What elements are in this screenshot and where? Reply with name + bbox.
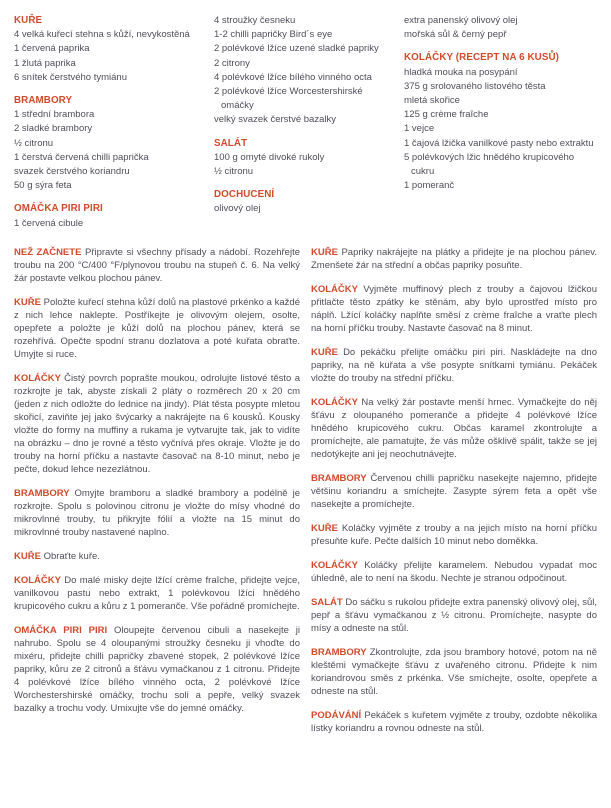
step-text: Vyjměte muffinový plech z trouby a čajovou lžičkou přitlačte těsto zpátky ke stěnám, aby bylo uprostřed místo pro náplň. Lžící koláčky naplňte směsí z crème fraîche a vraťte plech na horní příčku trouby. Nastavte časovač na 8 minut. [311, 283, 597, 334]
step-text: Omyjte bramboru a sladké brambory a podélně je rozkrojte. Spolu s polovinou citronu je vložte do mísy vhodné do mikrovlnné trouby, tu přikryjte fólií a vložte na 15 minut do mikrovlnné trouby nastavené naplno. [14, 487, 301, 538]
ingredient-group [404, 14, 597, 42]
instruction-step [311, 709, 597, 735]
instruction-step [311, 283, 597, 335]
ingredient-item: 100 g omyté divoké rukoly [214, 151, 325, 163]
ingredient-group [214, 14, 398, 128]
step-text: Do pekáčku přelijte omáčku piri piri. Naskládejte na dno papriky, na ně kuřata a vše posypte snítkami tymiánu. Pekáček vložte do trouby na střední příčku. [311, 346, 597, 384]
step-label: OMÁČKA PIRI PIRI [14, 624, 115, 636]
ingredient-group-heading: DOCHUCENÍ [214, 189, 275, 201]
step-text: Papriky nakrájejte na plátky a přidejte je na plochou pánev. Zmenšete žár na střední a občas papriky posuňte. [311, 246, 597, 271]
instructions-column-1 [14, 246, 300, 746]
instruction-step [14, 487, 300, 539]
step-label: SALÁT [311, 596, 346, 608]
instructions-section [14, 246, 597, 746]
ingredient-item: 1 vejce [404, 123, 435, 135]
instruction-step [311, 522, 597, 548]
ingredient-item: 1 čerstvá červená chilli paprička [14, 151, 149, 163]
ingredients-column-1 [14, 14, 214, 231]
step-text: Připravte si všechny přísady a nádobí. Rozehřejte troubu na 200 °C/400 °F/plynovou troubu na stupeň č. 6. Na velký žár postavte velkou plochou pánev. [14, 246, 301, 284]
step-label: BRAMBORY [14, 487, 75, 499]
step-label: KOLÁČKY [14, 574, 65, 586]
step-text: Pekáček s kuřetem vyjměte z trouby, ozdobte několika lístky koriandru a rovnou odneste na stůl. [311, 709, 597, 734]
ingredient-group [14, 14, 206, 85]
ingredient-group-heading: KOLÁČKY (RECEPT NA 6 KUSŮ) [404, 52, 560, 64]
ingredient-item: mletá skořice [404, 95, 460, 107]
instruction-step [311, 596, 597, 635]
step-label: KUŘE [311, 346, 344, 358]
ingredient-item: 1-2 chilli papričky Bird´s eye [214, 29, 333, 41]
ingredient-item: olivový olej [214, 203, 261, 215]
ingredient-item: 1 čajová lžička vanilkové pasty nebo extraktu [404, 137, 594, 149]
instruction-step [311, 646, 597, 698]
instruction-step [14, 574, 300, 613]
instruction-step [14, 296, 300, 361]
ingredient-group [14, 202, 206, 230]
step-text: Koláčky přelijte karamelem. Nebudou vypadat moc úhledně, ale to není na škodu. Nechte je stranou odpočinout. [311, 559, 597, 584]
ingredients-column-2 [214, 14, 404, 231]
ingredient-item: 5 polévkových lžic hnědého krupicového cukru [404, 151, 575, 178]
ingredient-item: 4 stroužky česneku [214, 15, 296, 26]
step-label: KUŘE [14, 296, 44, 308]
ingredient-group-heading: SALÁT [214, 137, 248, 149]
step-text: Položte kuřecí stehna kůží dolů na plastové prkénko a každé z nich lehce naklepte. Postříkejte je olivovým olejem, osolte, opepřete a položte je kůží dolů na plochou pánev, která se rozehřívá. Opečte spodní stranu dozlatova a poté kuřata obraťte. Umyjte si ruce. [14, 296, 300, 360]
ingredient-item: extra panenský olivový olej [404, 15, 518, 26]
step-text: Zkontrolujte, zda jsou brambory hotové, potom na ně kleštěmi vymačkejte šťávu z uvařeného citronu. Přidejte k nim koriandrovou směs z prkénka. Vše smíchejte, osolte, opepřete a odneste na stůl. [311, 646, 597, 697]
step-label: KUŘE [311, 522, 342, 534]
ingredient-item: velký svazek čerstvé bazalky [214, 114, 336, 126]
step-label: KUŘE [311, 246, 342, 258]
ingredient-item: 1 žlutá paprika [14, 57, 76, 69]
step-label: PODÁVÁNÍ [311, 709, 365, 721]
step-label: KOLÁČKY [311, 283, 364, 295]
ingredient-item: 50 g sýra feta [14, 180, 72, 192]
ingredient-item: hladká mouka na posypání [404, 66, 518, 78]
step-text: Červenou chilli papričku nasekejte najemno, přidejte většinu koriandru a smíchejte. Zasypte sýrem feta a opět vše nasekejte a promíchejte. [311, 472, 597, 510]
ingredient-item: 2 sladké brambory [14, 123, 93, 135]
ingredient-group-heading: KUŘE [14, 15, 43, 26]
step-label: KOLÁČKY [311, 396, 362, 408]
ingredient-group [214, 137, 398, 180]
ingredient-group-heading: OMÁČKA PIRI PIRI [14, 203, 103, 215]
instructions-column-2 [311, 246, 597, 746]
ingredient-item: 1 červená paprika [14, 43, 90, 55]
instruction-step [311, 346, 597, 385]
ingredient-item: 1 střední brambora [14, 109, 95, 121]
step-text: Čistý povrch poprašte moukou, odrolujte listové těsto a rozkrojte je tak, abyste získali 2 pláty o rozměrech 20 x 20 cm (jeden z nich odložte do lednice na jindy). Plát těsta posypte mletou skořicí, zaviňte jej jako švýcarky a nakrájejte na 6 kousků. Kousky vložte do formy na muffiny a rukama je vytvarujte tak, jak to vidíte na obrázku – dno je rovné a těsto vyčnívá přes okraje. Vložte je do trouby na horní příčku a nastavte časovač na 8-10 minut, nebo je pečte, dokud lehce nezezlátnou. [14, 372, 300, 475]
step-label: KUŘE [14, 550, 44, 562]
step-text: Do malé misky dejte lžící crème fraîche, přidejte vejce, vanilkovou pastu nebo extrakt, 1 polévkovou lžíci hnědého krupicového cukru a kůru z 1 pomeranče. Vše pořádně promíchejte. [14, 574, 300, 612]
instruction-step [311, 472, 597, 511]
step-text: Koláčky vyjměte z trouby a na jejich místo na horní příčku přesuňte kuře. Pečte dalších 10 minut nebo doměkka. [311, 522, 597, 547]
ingredient-item: 375 g srolovaného listového těsta [404, 80, 546, 92]
step-text: Na velký žár postavte menší hrnec. Vymačkejte do něj šťávu z oloupaného pomeranče a přidejte 4 polévkové lžíce hnědého krupicového cukru. Občas karamel zkontrolujte a promíchejte, ale pamatujte, že vás může ošklivě spálit, takže se jej nedotýkejte ani jej neochutnávejte. [311, 396, 597, 460]
step-label: KOLÁČKY [14, 372, 65, 384]
ingredients-column-3 [404, 14, 597, 231]
ingredient-item: svazek čerstvého koriandru [14, 166, 130, 178]
step-text: Do sáčku s rukolou přidejte extra panenský olivový olej, sůl, pepř a šťávu vymačkanou z ½ citronu. Promíchejte, nasypte do mísy a odneste na stůl. [311, 596, 597, 634]
step-label: KOLÁČKY [311, 559, 365, 571]
ingredient-item: 125 g crème fraîche [404, 109, 489, 121]
ingredient-item: 6 snítek čerstvého tymiánu [14, 71, 127, 83]
ingredient-item: 2 polévkové lžíce uzené sladké papriky [214, 43, 379, 55]
ingredient-item: 1 pomeranč [404, 180, 455, 192]
instruction-step [14, 372, 300, 476]
instruction-step [14, 550, 300, 563]
ingredient-group [14, 94, 206, 193]
instruction-step [311, 559, 597, 585]
ingredient-group-heading: BRAMBORY [14, 95, 73, 107]
ingredient-item: mořská sůl & černý pepř [404, 29, 507, 41]
ingredients-section [14, 14, 597, 231]
instruction-step [14, 624, 300, 715]
ingredient-item: ½ citronu [214, 166, 254, 178]
ingredient-item: 4 polévkové lžíce bílého vinného octa [214, 71, 372, 83]
instruction-step [311, 246, 597, 272]
step-label: NEŽ ZAČNETE [14, 246, 85, 258]
step-label: BRAMBORY [311, 646, 370, 658]
step-label: BRAMBORY [311, 472, 371, 484]
ingredient-item: 4 velká kuřecí stehna s kůží, nevykostěná [14, 29, 190, 41]
ingredient-item: ½ citronu [14, 137, 54, 149]
ingredient-item: 2 polévkové lžíce Worcestershirské omáčky [214, 86, 363, 112]
step-text: Oloupejte červenou cibuli a nasekejte ji nahrubo. Spolu se 4 oloupanými stroužky česneku ji vhoďte do mixéru, přidejte chilli papričky zbavené stopek, 2 polévkové lžíce papriky, kůru ze 2 citronů a šťávu vymačkanou z 1 citronu. Přidejte 4 polévkové lžíce bílého vinného octa, 2 polévkové lžíce Worchestershirské omáčky, trochu soli a pepře, velký svazek bazalky a trochu vody. Umixujte vše do jemné omáčky. [14, 624, 301, 714]
instruction-step [311, 396, 597, 461]
ingredient-group [214, 188, 398, 216]
ingredient-group [404, 51, 597, 193]
instruction-step [14, 246, 300, 285]
ingredient-item: 1 červená cibule [14, 217, 84, 229]
step-text: Obraťte kuře. [43, 550, 100, 562]
ingredient-item: 2 citrony [214, 57, 250, 69]
